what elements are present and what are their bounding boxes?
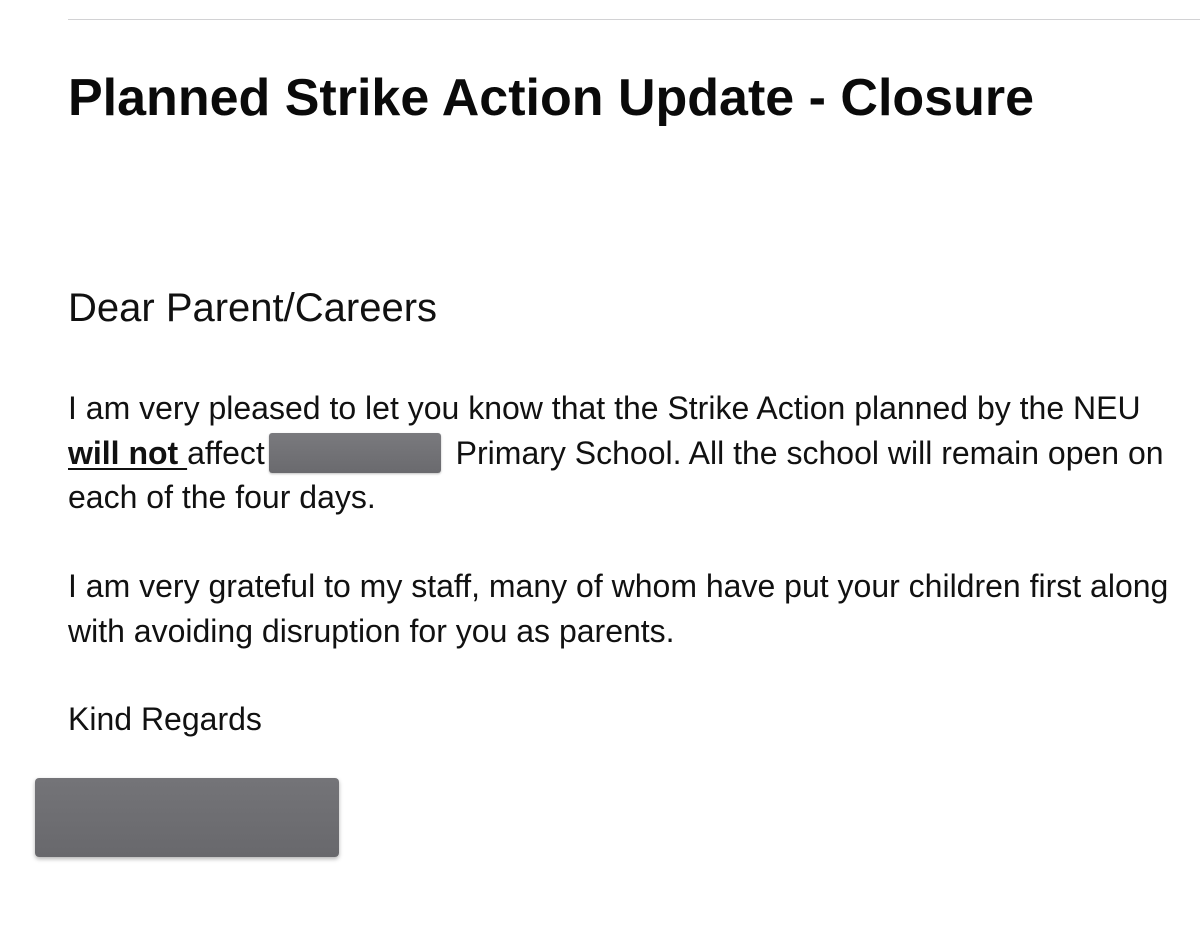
redacted-school-name [269, 433, 441, 473]
letter-sign-off: Kind Regards [68, 701, 262, 737]
header-divider [68, 19, 1200, 20]
letter-paragraph-2: I am very grateful to my staff, many of whom have put your children first along with avoiding disruption for you as parents. [68, 568, 1169, 649]
paragraph-1-text-start: I am very pleased to let you know that the Strike Action planned by the NEU [68, 390, 1141, 426]
paragraph-1-text-end: Primary School. All the school will remain open on each of the four days. [68, 434, 1164, 515]
letter-paragraph-1 [68, 386, 1178, 520]
will-not-emphasis: will not [68, 434, 188, 471]
letter-greeting: Dear Parent/Careers [68, 286, 438, 330]
letter-title: Planned Strike Action Update - Closure [68, 69, 1035, 127]
redacted-signature [35, 778, 339, 857]
paragraph-1-text-middle: affect [187, 434, 265, 471]
